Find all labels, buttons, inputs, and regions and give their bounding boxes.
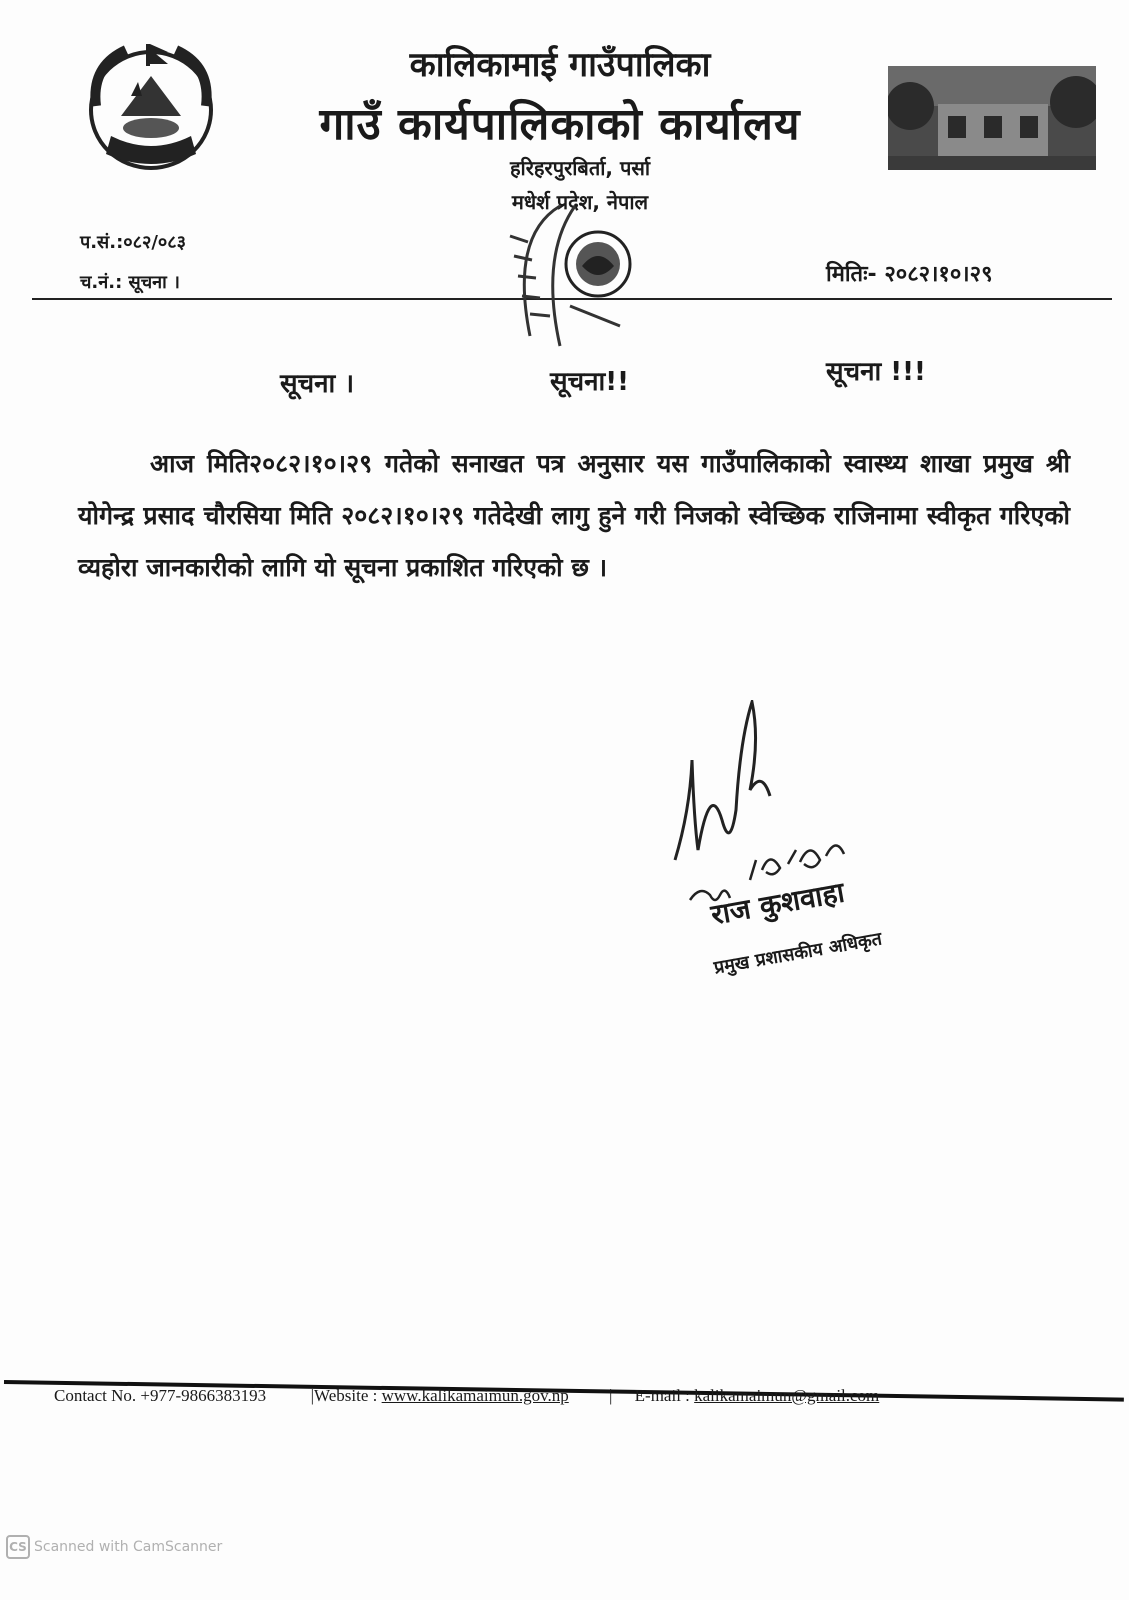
- email-label: E-mail :: [634, 1386, 690, 1405]
- scanner-watermark: [6, 1535, 222, 1559]
- website-label: |Website :: [310, 1386, 378, 1405]
- email-link[interactable]: kalikamaimun@gmail.com: [694, 1386, 880, 1405]
- notice-heading-1: सूचना ।: [280, 369, 355, 399]
- notice-body: आज मिति२०८२।१०।२९ गतेको सनाखत पत्र अनुसार यस गाउँपालिकाको स्वास्थ्य शाखा प्रमुख श्री योगेन्द्र प्रसाद चौरसिया मिति २०८२।१०।२९ गतेदेखी लागु हुने गरी निजको स्वेच्छिक राजिनामा स्वीकृत गरिएको व्यहोरा जानकारीको लागि यो सूचना प्रकाशित गरिएको छ ।: [78, 449, 1070, 582]
- signatory-title: प्रमुख प्रशासकीय अधिकृत: [712, 928, 884, 979]
- website-link[interactable]: www.kalikamaimun.gov.np: [381, 1386, 569, 1405]
- municipality-name: कालिकामाई गाउँपालिका: [409, 45, 711, 85]
- signatory-name: राज कुशवाहा: [708, 875, 847, 932]
- dispatch-number: च.नं.: सूचना ।: [80, 272, 180, 293]
- address-line-2: मधेर्श प्रदेश, नेपाल: [511, 190, 649, 214]
- office-name: गाउँ कार्यपालिकाको कार्यालय: [319, 99, 801, 150]
- office-stamp-icon: [470, 196, 660, 356]
- address-line-1: हरिहरपुरबिर्ता, पर्सा: [509, 156, 651, 180]
- reference-number: प.सं.:०८२/०८३: [80, 232, 186, 253]
- nepal-emblem-icon: [76, 36, 226, 182]
- building-photo-icon: [888, 66, 1096, 170]
- scanner-watermark-text: Scanned with CamScanner: [34, 1539, 223, 1555]
- footer-contact: [54, 1386, 879, 1406]
- notice-heading-3: सूचना !!!: [826, 357, 926, 387]
- footer-separator: |: [609, 1386, 613, 1405]
- office-building-photo: [888, 66, 1096, 170]
- camscanner-logo-icon: CS: [6, 1535, 30, 1559]
- contact-number: Contact No. +977-9866383193: [54, 1386, 267, 1405]
- notice-heading-2: सूचना!!: [550, 367, 629, 397]
- letter-date: मितिः- २०८२।१०।२९: [826, 262, 993, 287]
